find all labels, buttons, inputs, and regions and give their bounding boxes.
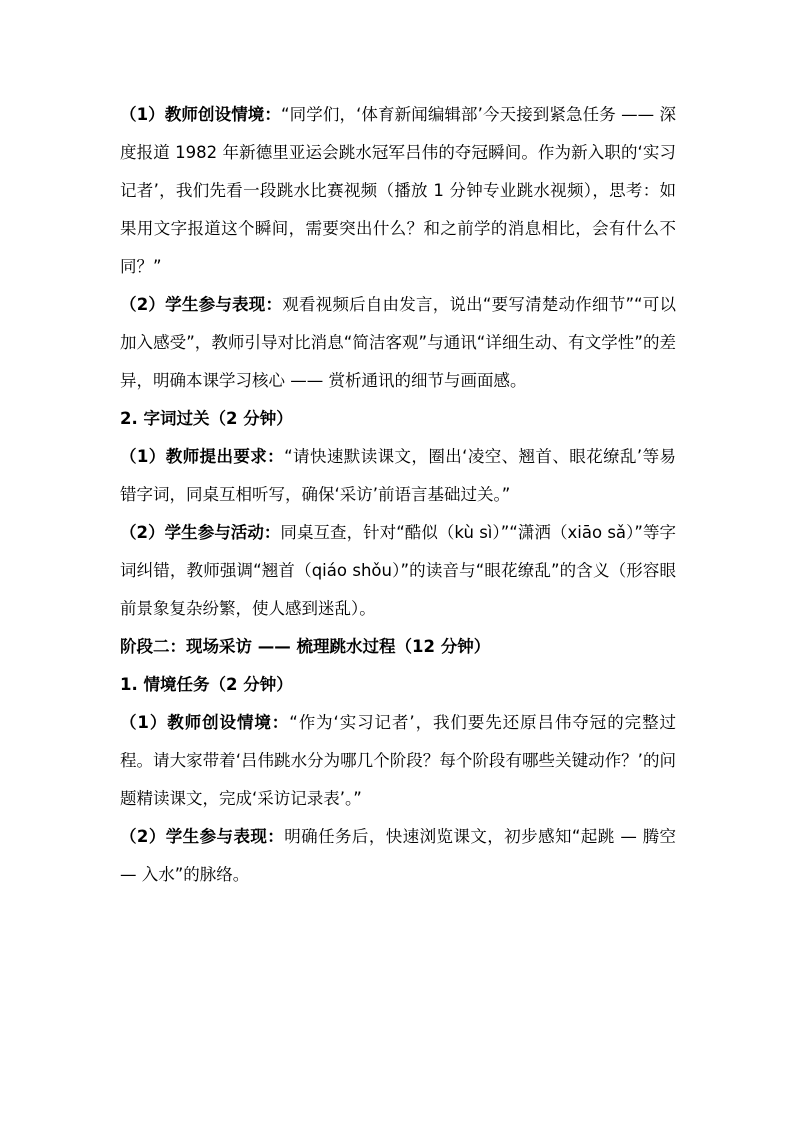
section-heading-vocabulary: 2. 字词过关（2 分钟） [120,409,293,428]
document-page [120,96,676,894]
paragraph-text: “作为‘实习记者’，我们要先还原吕伟夺冠的完整过程。请大家带着‘吕伟跳水分为哪几个阶段？每个阶段有哪些关键动作？’的问题精读课文，完成‘采访记录表’。” [120,713,676,808]
paragraph-student-performance-2 [120,818,676,894]
paragraph-lead: （1）教师创设情境： [120,713,290,732]
paragraph-lead: （1）教师创设情境： [120,105,282,124]
paragraph-lead: （2）学生参与表现： [120,295,283,314]
paragraph-lead: （2）学生参与活动： [120,523,281,542]
paragraph-lead: （2）学生参与表现： [120,827,285,846]
section-heading-stage-two: 阶段二：现场采访 —— 梳理跳水过程（12 分钟） [120,637,491,656]
paragraph-text: 同桌互查，针对“酷似（kù sì）”“潇洒（xiāo sǎ）”等字词纠错，教师强调“翘首（qiáo shǒu）”的读音与“眼花缭乱”的含义（形容眼前景象复杂纷繁，使人感到迷乱）。 [120,523,676,618]
paragraph-teacher-scenario-2 [120,704,676,818]
paragraph-text: “请快速默读课文，圈出‘凌空、翘首、眼花缭乱’等易错字词，同桌互相听写，确保‘采访’前语言基础过关。” [120,447,676,504]
paragraph-lead: （1）教师提出要求： [120,447,285,466]
paragraph-teacher-scenario-1 [120,96,676,286]
paragraph-student-activity [120,514,676,628]
paragraph-student-performance-1 [120,286,676,400]
paragraph-text: 明确任务后，快速浏览课文，初步感知“起跳 — 腾空 — 入水”的脉络。 [120,827,676,884]
section-heading-scenario-task: 1. 情境任务（2 分钟） [120,675,293,694]
paragraph-teacher-requirement [120,438,676,514]
paragraph-text: “同学们，‘体育新闻编辑部’今天接到紧急任务 —— 深度报道 1982 年新德里亚运会跳水冠军吕伟的夺冠瞬间。作为新入职的‘实习记者’，我们先看一段跳水比赛视频（播放 1 分钟专业跳水视频），思考：如果用文字报道这个瞬间，需要突出什么？和之前学的消息相比，会有什么不同？” [120,105,677,276]
paragraph-text: 观看视频后自由发言，说出“要写清楚动作细节”“可以加入感受”，教师引导对比消息“简洁客观”与通讯“详细生动、有文学性”的差异，明确本课学习核心 —— 赏析通讯的细节与画面感。 [120,295,676,390]
